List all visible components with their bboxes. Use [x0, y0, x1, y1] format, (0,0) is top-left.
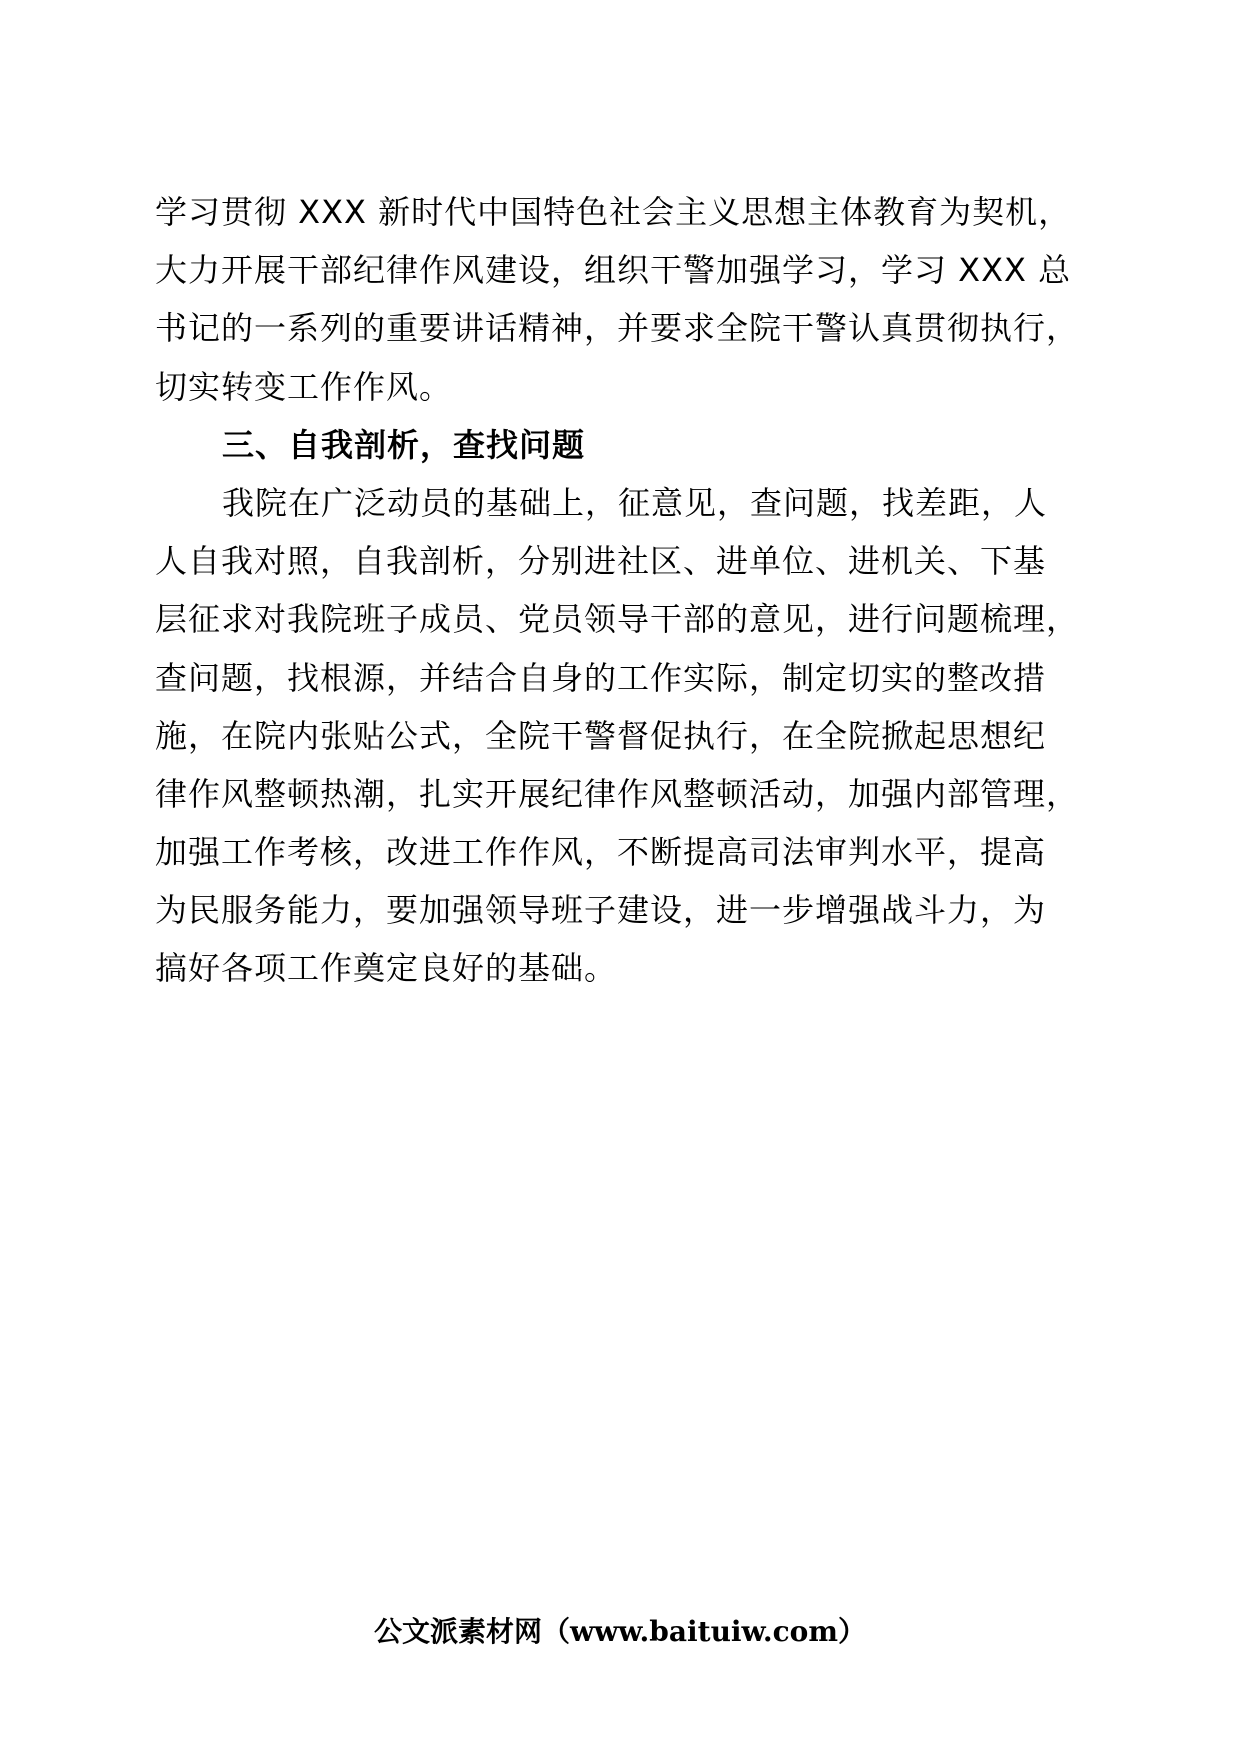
- paragraph-line: 学习贯彻 XXX 新时代中国特色社会主义思想主体教育为契机，: [155, 193, 1072, 231]
- page-footer: 公文派素材网（www.baituiw.com）: [374, 1615, 866, 1648]
- paragraph-line: 为民服务能力，要加强领导班子建设，进一步增强战斗力，为: [155, 891, 1047, 930]
- document-body: [155, 183, 1085, 998]
- paragraph-line: 大力开展干部纪律作风建设，组织干警加强学习，学习 XXX 总: [155, 251, 1072, 290]
- paragraph-line: 层征求对我院班子成员、党员领导干部的意见，进行问题梳理，: [155, 600, 1080, 639]
- paragraph-line: 律作风整顿热潮，扎实开展纪律作风整顿活动，加强内部管理，: [155, 774, 1080, 813]
- paragraph-line: 切实转变工作作风。: [155, 367, 453, 406]
- section-heading: 三、自我剖析，查找问题: [222, 425, 586, 464]
- paragraph-line: 查问题，找根源，并结合自身的工作实际，制定切实的整改措: [155, 658, 1047, 697]
- paragraph-line: 施，在院内张贴公式，全院干警督促执行，在全院掀起思想纪: [155, 716, 1047, 755]
- paragraph-line: 我院在广泛动员的基础上，征意见，查问题，找差距，人: [222, 483, 1048, 522]
- paragraph-line: 人自我对照，自我剖析，分别进社区、进单位、进机关、下基: [155, 542, 1047, 581]
- paragraph-line: 加强工作考核，改进工作作风，不断提高司法审判水平，提高: [155, 833, 1047, 872]
- paragraph-line: 搞好各项工作奠定良好的基础。: [155, 949, 618, 988]
- paragraph-line: 书记的一系列的重要讲话精神，并要求全院干警认真贯彻执行，: [155, 309, 1080, 348]
